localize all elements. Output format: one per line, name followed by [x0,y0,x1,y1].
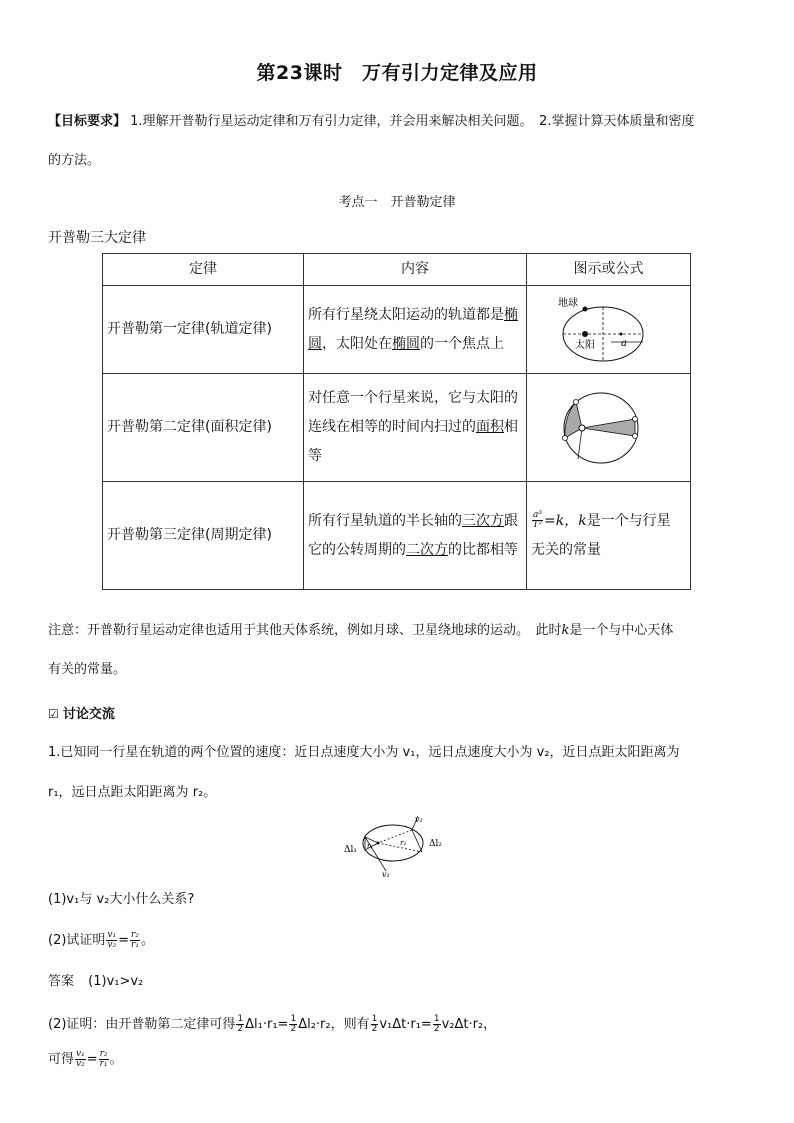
law-2-content: 对任意一个行星来说，它与太阳的 连线在相等的时间内扫过的面积相 等 [304,374,527,482]
header-figure: 图示或公式 [527,254,691,286]
law-2-name: 开普勒第二定律(面积定律) [103,374,304,482]
law-1-content: 所有行星绕太阳运动的轨道都是椭 圆，太阳处在椭圆的一个焦点上 [304,286,527,374]
law-3-name: 开普勒第三定律(周期定律) [103,482,304,590]
proof-line: (2)证明：由开普勒第二定律可得 $\frac{1}{2}$ Δl₁·r₁= $\frac{1}{2}$ Δl₂·r₂，则有 $\frac{1}{2}$ v₁Δt·r₁= $\frac{1}{2}$ v₂Δt·r₂， [48,1014,497,1034]
earth-label: 地球 [558,297,578,309]
goals-line-1 [48,114,694,130]
table-row [103,482,691,590]
goals-label: 【目标要求】 [48,114,127,129]
law-3-formula: $\frac{\text{a³}}{\text{T²}}$ =k，k是一个与行星 无关的常量 [527,482,691,590]
law-1-figure [527,286,691,374]
answer-label: 答案 [48,974,75,989]
discussion-label: 讨论交流 [62,707,115,722]
table-row [103,374,691,482]
v2-label: v₂ [415,815,423,824]
discussion-heading [48,706,115,723]
answer-underline: 椭圆 [392,335,420,352]
conclusion-line: 可得 $\frac{\text{v₁}}{\text{v₂}}$ = $\frac{\text{r₂}}{\text{r₁}}$ 。 [48,1049,123,1069]
answer-underline: 椭 [504,306,518,323]
goals-text-1: 1.理解开普勒行星运动定律和万有引力定律，并会用来解决相关问题。 2.掌握计算天体质量和密度 [130,114,695,129]
question-1-line-1: 1.已知同一行星在轨道的两个位置的速度：近日点速度大小为 v₁，远日点速度大小为 v₂，近日点距太阳距离为 [48,745,680,760]
law-1-name: 开普勒第一定律(轨道定律) [103,286,304,374]
elliptical-orbit-diagram [527,288,675,372]
page-title: 第23课时 万有引力定律及应用 [256,62,538,84]
note-line-2: 有关的常量。 [48,662,127,677]
delta-l2-label: Δl₂ [429,839,442,849]
kepler-laws-table [102,253,691,590]
edit-checkbox-icon: ☑ [48,707,59,721]
answer-underline: 圆 [308,335,322,352]
law-2-figure [527,374,691,482]
answer-line [48,974,143,990]
answer-text: (1)v₁>v₂ [88,974,144,989]
subheading: 开普勒三大定律 [48,230,146,246]
header-content: 内容 [304,254,527,286]
delta-l1-label: Δl₁ [344,845,357,855]
sub-question-1: (1)v₁与 v₂大小什么关系? [48,892,195,907]
orbit-velocity-diagram [338,808,458,880]
section-title: 考点一 开普勒定律 [338,195,456,210]
semi-major-axis-label: a [621,337,627,349]
table-row [103,286,691,374]
question-1-line-2: r₁，远日点距太阳距离为 r₂。 [48,785,217,800]
answer-underline: 三次方 [462,512,504,529]
goals-text-2: 的方法。 [48,153,101,168]
r2-label: r₂ [400,839,407,847]
answer-underline: 二次方 [406,541,448,558]
header-law: 定律 [103,254,304,286]
law-3-content: 所有行星轨道的半长轴的三次方跟 它的公转周期的二次方的比都相等 [304,482,527,590]
equal-area-diagram [527,376,675,480]
table-header-row [103,254,691,286]
sub-question-2: (2)试证明 $\frac{\text{v₁}}{\text{v₂}}$ = $\frac{\text{r₂}}{\text{r₁}}$ 。 [48,930,154,950]
r1-label: r₁ [367,842,374,850]
v1-label: v₁ [382,870,390,879]
answer-underline: 面积 [476,419,504,435]
note-line-1: 注意：开普勒行星运动定律也适用于其他天体系统，例如月球、卫星绕地球的运动。 此时k是一个与中心天体 [48,623,674,638]
sun-label: 太阳 [575,339,595,351]
formula-fraction: $\frac{\text{a³}}{\text{T²}}$ [532,510,543,530]
